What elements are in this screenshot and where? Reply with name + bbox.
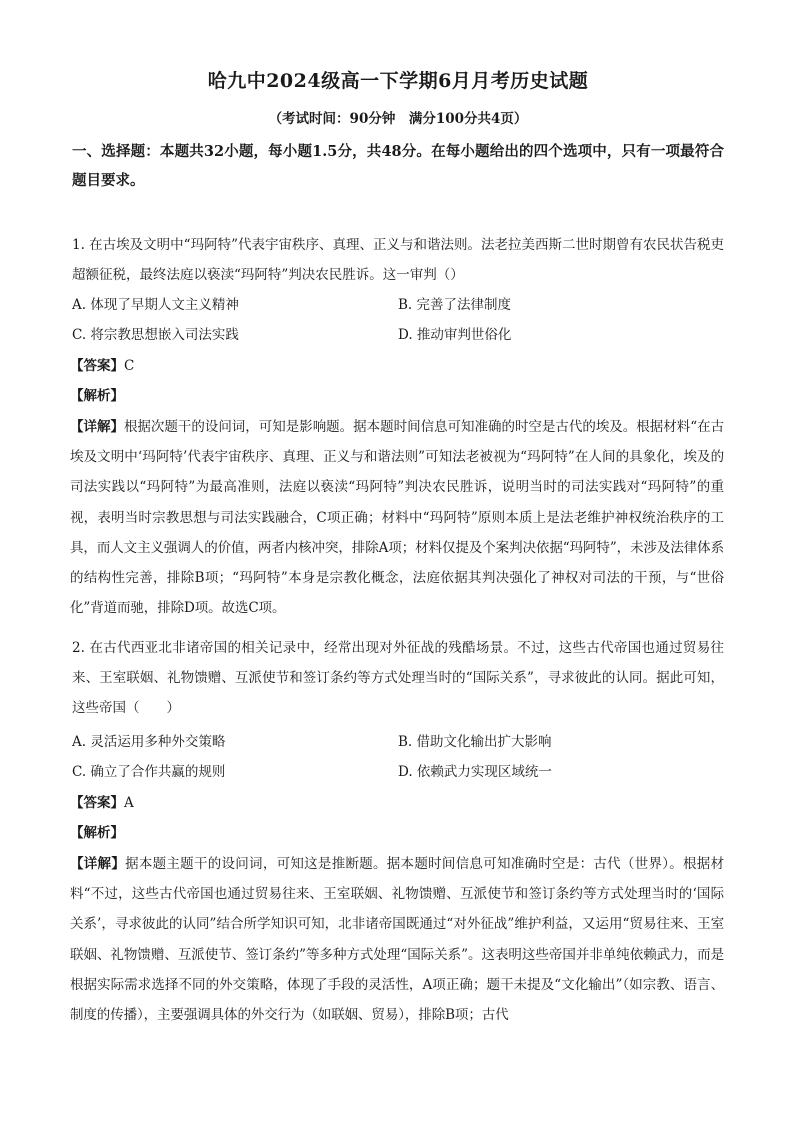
analysis-label: 【解析】 bbox=[70, 388, 124, 404]
analysis-label: 【解析】 bbox=[70, 825, 124, 841]
question-2-option-d: D. 依赖武力实现区域统一 bbox=[398, 764, 552, 780]
question-2-detail bbox=[70, 849, 724, 1030]
question-1-options-row-2 bbox=[72, 320, 724, 350]
detail-label: 【详解】 bbox=[70, 856, 126, 872]
question-2-stem: 2. 在古代西亚北非诸帝国的相关记录中，经常出现对外征战的残酷场景。不过，这些古代帝国也通过贸易往来、王室联姻、礼物馈赠、互派使节和签订条约等方式处理当时的“国际关系”，寻求彼此的认同。据此可知，这些帝国（ ） bbox=[72, 640, 724, 716]
answer-label: 【答案】 bbox=[70, 358, 124, 374]
question-1-option-d: D. 推动审判世俗化 bbox=[398, 327, 512, 343]
question-2-answer bbox=[70, 788, 134, 818]
detail-text: 据本题主题干的设问词，可知这是推断题。据本题时间信息可知准确时空是：古代（世界）。根据材料“不过，这些古代帝国也通过贸易往来、王室联姻、礼物馈赠、互派使节和签订条约等方式处理当时的‘国际关系’，寻求彼此的认同”结合所学知识可知，北非诸帝国既通过“对外征战”维护利益，又运用“贸易往来、王室联姻、礼物馈赠、互派使节、签订条约”等多种方式处理“国际关系”。这表明这些帝国并非单纯依赖武力，而是根据实际需求选择不同的外交策略，体现了手段的灵活性，A项正确；题干未提及“文化输出”（如宗教、语言、制度的传播），主要强调具体的外交行为（如联姻、贸易），排除B项；古代 bbox=[70, 856, 724, 1024]
question-2-option-a: A. 灵活运用多种外交策略 bbox=[72, 734, 226, 750]
question-1-options-row-1 bbox=[72, 290, 724, 320]
question-1-answer bbox=[70, 351, 134, 381]
detail-text: 根据次题干的设问词，可知是影响题。据本题时间信息可知准确的时空是古代的埃及。根据材料“在古埃及文明中‘玛阿特’代表宇宙秩序、真理、正义与和谐法则”可知法老被视为“玛阿特”在人间的具象化，埃及的司法实践以“玛阿特”为最高准则，法庭以亵渎“玛阿特”判决农民胜诉，说明当时的司法实践对“玛阿特”的重视，表明当时宗教思想与司法实践融合，C项正确；材料中“玛阿特”原则本质上是法老维护神权统治秩序的工具，而人文主义强调人的价值，两者内核冲突，排除A项；材料仅提及个案判决依据“玛阿特”，未涉及法律体系的结构性完善，排除B项；“玛阿特”本身是宗教化概念，法庭依据其判决强化了神权对司法的干预，与“世俗化”背道而驰，排除D项。故选C项。 bbox=[70, 419, 724, 617]
question-2-options-row-2 bbox=[72, 757, 724, 787]
question-2-options-row-1 bbox=[72, 727, 724, 757]
question-1-option-c: C. 将宗教思想嵌入司法实践 bbox=[72, 327, 239, 343]
question-2-option-b: B. 借助文化输出扩大影响 bbox=[398, 734, 552, 750]
answer-value: C bbox=[124, 358, 135, 374]
page-title: 哈九中2024级高一下学期6月月考历史试题 bbox=[207, 70, 589, 92]
answer-label: 【答案】 bbox=[70, 795, 124, 811]
question-2-option-c: C. 确立了合作共赢的规则 bbox=[72, 764, 226, 780]
detail-label: 【详解】 bbox=[70, 419, 124, 435]
question-1-option-a: A. 体现了早期人文主义精神 bbox=[72, 297, 239, 313]
answer-value: A bbox=[124, 795, 134, 811]
question-1-option-b: B. 完善了法律制度 bbox=[398, 297, 512, 313]
question-1-analysis-label bbox=[70, 381, 124, 411]
question-2-analysis-label bbox=[70, 818, 124, 848]
exam-info: （考试时间：90分钟 满分100分共4页） bbox=[268, 111, 528, 127]
question-1-detail bbox=[70, 412, 724, 623]
question-1-stem: 1. 在古埃及文明中“玛阿特”代表宇宙秩序、真理、正义与和谐法则。法老拉美西斯二世时期曾有农民状告税吏超额征税，最终法庭以亵渎“玛阿特”判决农民胜诉。这一审判（） bbox=[72, 237, 724, 283]
section-heading: 一、选择题：本题共32小题，每小题1.5分，共48分。在每小题给出的四个选项中，只有一项最符合题目要求。 bbox=[72, 143, 724, 189]
